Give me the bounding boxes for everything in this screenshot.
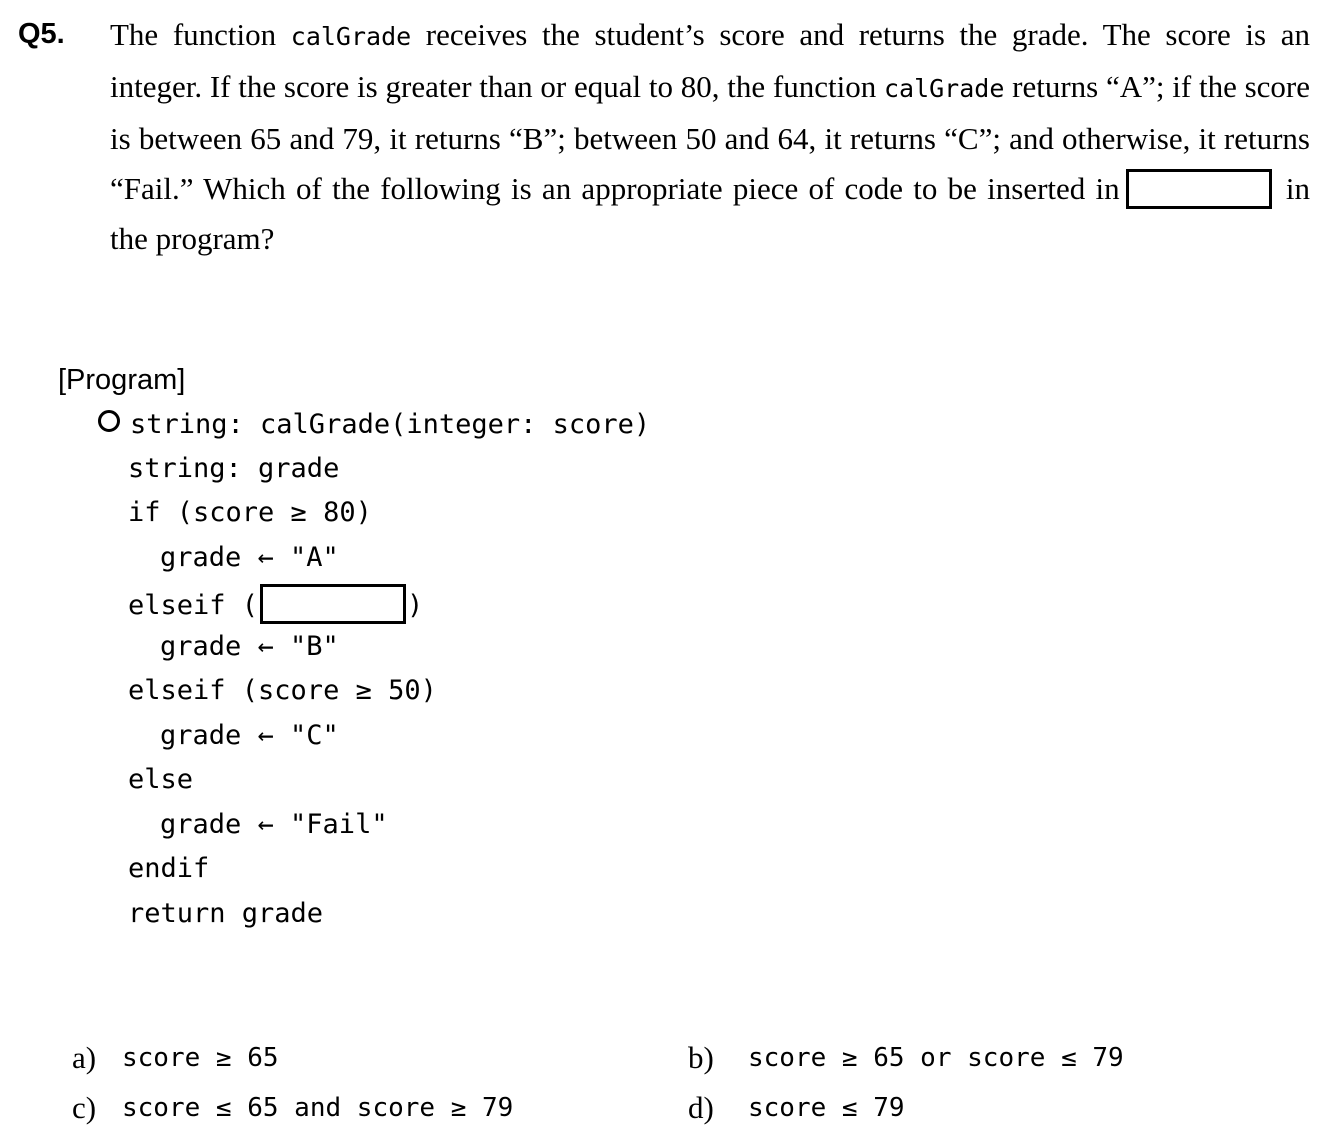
option-b-text: score ≥ 65 or score ≤ 79 [748, 1043, 1124, 1073]
code-line-return: return grade [128, 898, 324, 929]
option-b-letter: b) [688, 1040, 714, 1075]
blank-box [1126, 169, 1272, 209]
question-number: Q5. [18, 18, 65, 50]
code-line-elseif-50: elseif (score ≥ 50) [128, 675, 437, 706]
code-line-endif: endif [128, 853, 210, 884]
function-name-code: calGrade [883, 74, 1005, 103]
code-line-grade-c: grade ← "C" [160, 720, 339, 751]
question-text-part4: in the program? [110, 171, 1310, 256]
function-signature-line [98, 407, 650, 443]
option-a-letter: a) [72, 1040, 97, 1075]
code-line-grade-b: grade ← "B" [160, 631, 339, 662]
option-a-text: score ≥ 65 [122, 1043, 279, 1073]
question-text-part3: returns “A”; if the score is between 65 and 79, it returns “B”; between 50 and 64, it returns “C”; and otherwise, it returns “Fail.” Which of the following is an appropriate piece of code to be inserted in [110, 69, 1310, 206]
question-text-part1: The function [110, 17, 291, 52]
code-line-grade-a: grade ← "A" [160, 542, 339, 573]
option-d-text: score ≤ 79 [748, 1093, 905, 1123]
question-text [110, 10, 1310, 264]
option-c-letter: c) [72, 1090, 97, 1125]
code-blank-box [260, 584, 406, 624]
elseif-prefix: elseif ( [128, 590, 259, 621]
circle-bullet-icon [98, 410, 120, 432]
option-c-text: score ≤ 65 and score ≥ 79 [122, 1093, 514, 1123]
code-line-else: else [128, 764, 194, 795]
code-line-if: if (score ≥ 80) [128, 497, 372, 528]
code-line-declaration: string: grade [128, 453, 340, 484]
function-signature: string: calGrade(integer: score) [130, 409, 651, 440]
code-line-elseif-blank [128, 584, 423, 624]
function-name-code: calGrade [290, 22, 412, 51]
code-line-grade-fail: grade ← "Fail" [160, 809, 388, 840]
question-text-part2: receives the student’s score and returns the grade. The score is an integer. If the score is greater than or equal to 80, the function [110, 17, 1310, 104]
program-label: [Program] [58, 364, 186, 396]
elseif-suffix: ) [407, 590, 424, 621]
option-d-letter: d) [688, 1090, 714, 1125]
